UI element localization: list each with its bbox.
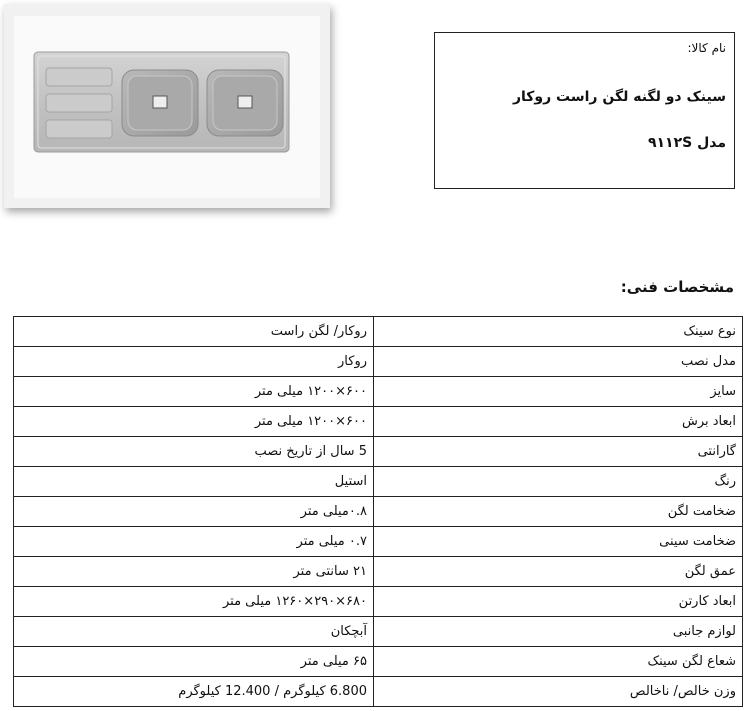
- spec-value: آبچکان: [14, 617, 374, 647]
- spec-value: ۶۸۰×۲۹۰×۱۲۶۰ میلی متر: [14, 587, 374, 617]
- specs-heading: مشخصات فنی:: [620, 278, 734, 296]
- product-photo: [14, 16, 320, 198]
- spec-value: ۶۵ میلی متر: [14, 647, 374, 677]
- spec-label: مدل نصب: [374, 347, 743, 377]
- sink-illustration: [14, 16, 320, 198]
- spec-row: [14, 557, 743, 587]
- product-title: سینک دو لگنه لگن راست روکار: [512, 89, 726, 105]
- product-name-label: نام کالا:: [687, 41, 726, 55]
- spec-label: ضخامت سینی: [374, 527, 743, 557]
- specs-table: [13, 316, 743, 707]
- product-name-box: [434, 32, 735, 189]
- spec-label: گارانتی: [374, 437, 743, 467]
- spec-value: ۶۰۰×۱۲۰۰ میلی متر: [14, 407, 374, 437]
- spec-label: شعاع لگن سینک: [374, 647, 743, 677]
- spec-row: [14, 587, 743, 617]
- spec-value: ۶۰۰×۱۲۰۰ میلی متر: [14, 377, 374, 407]
- spec-row: [14, 407, 743, 437]
- spec-row: [14, 377, 743, 407]
- spec-row: [14, 527, 743, 557]
- spec-value: روکار: [14, 347, 374, 377]
- spec-row: [14, 347, 743, 377]
- spec-value: 5 سال از تاریخ نصب: [14, 437, 374, 467]
- spec-value: 6.800 کیلوگرم / 12.400 کیلوگرم: [14, 677, 374, 707]
- spec-value: روکار/ لگن راست: [14, 317, 374, 347]
- spec-label: ضخامت لگن: [374, 497, 743, 527]
- product-photo-frame: [4, 4, 330, 208]
- spec-label: رنگ: [374, 467, 743, 497]
- spec-value: ۰.۷ میلی متر: [14, 527, 374, 557]
- spec-label: لوازم جانبی: [374, 617, 743, 647]
- spec-row: [14, 617, 743, 647]
- spec-value: ۲۱ سانتی متر: [14, 557, 374, 587]
- spec-value: ۰.۸میلی متر: [14, 497, 374, 527]
- spec-row: [14, 497, 743, 527]
- spec-label: وزن خالص/ ناخالص: [374, 677, 743, 707]
- spec-label: ابعاد کارتن: [374, 587, 743, 617]
- spec-row: [14, 437, 743, 467]
- spec-label: نوع سینک: [374, 317, 743, 347]
- spec-row: [14, 467, 743, 497]
- spec-label: سایز: [374, 377, 743, 407]
- spec-value: استیل: [14, 467, 374, 497]
- spec-label: ابعاد برش: [374, 407, 743, 437]
- spec-row: [14, 677, 743, 707]
- spec-row: [14, 647, 743, 677]
- spec-label: عمق لگن: [374, 557, 743, 587]
- spec-row: [14, 317, 743, 347]
- product-model: مدل ۹۱۱۲S: [647, 135, 726, 151]
